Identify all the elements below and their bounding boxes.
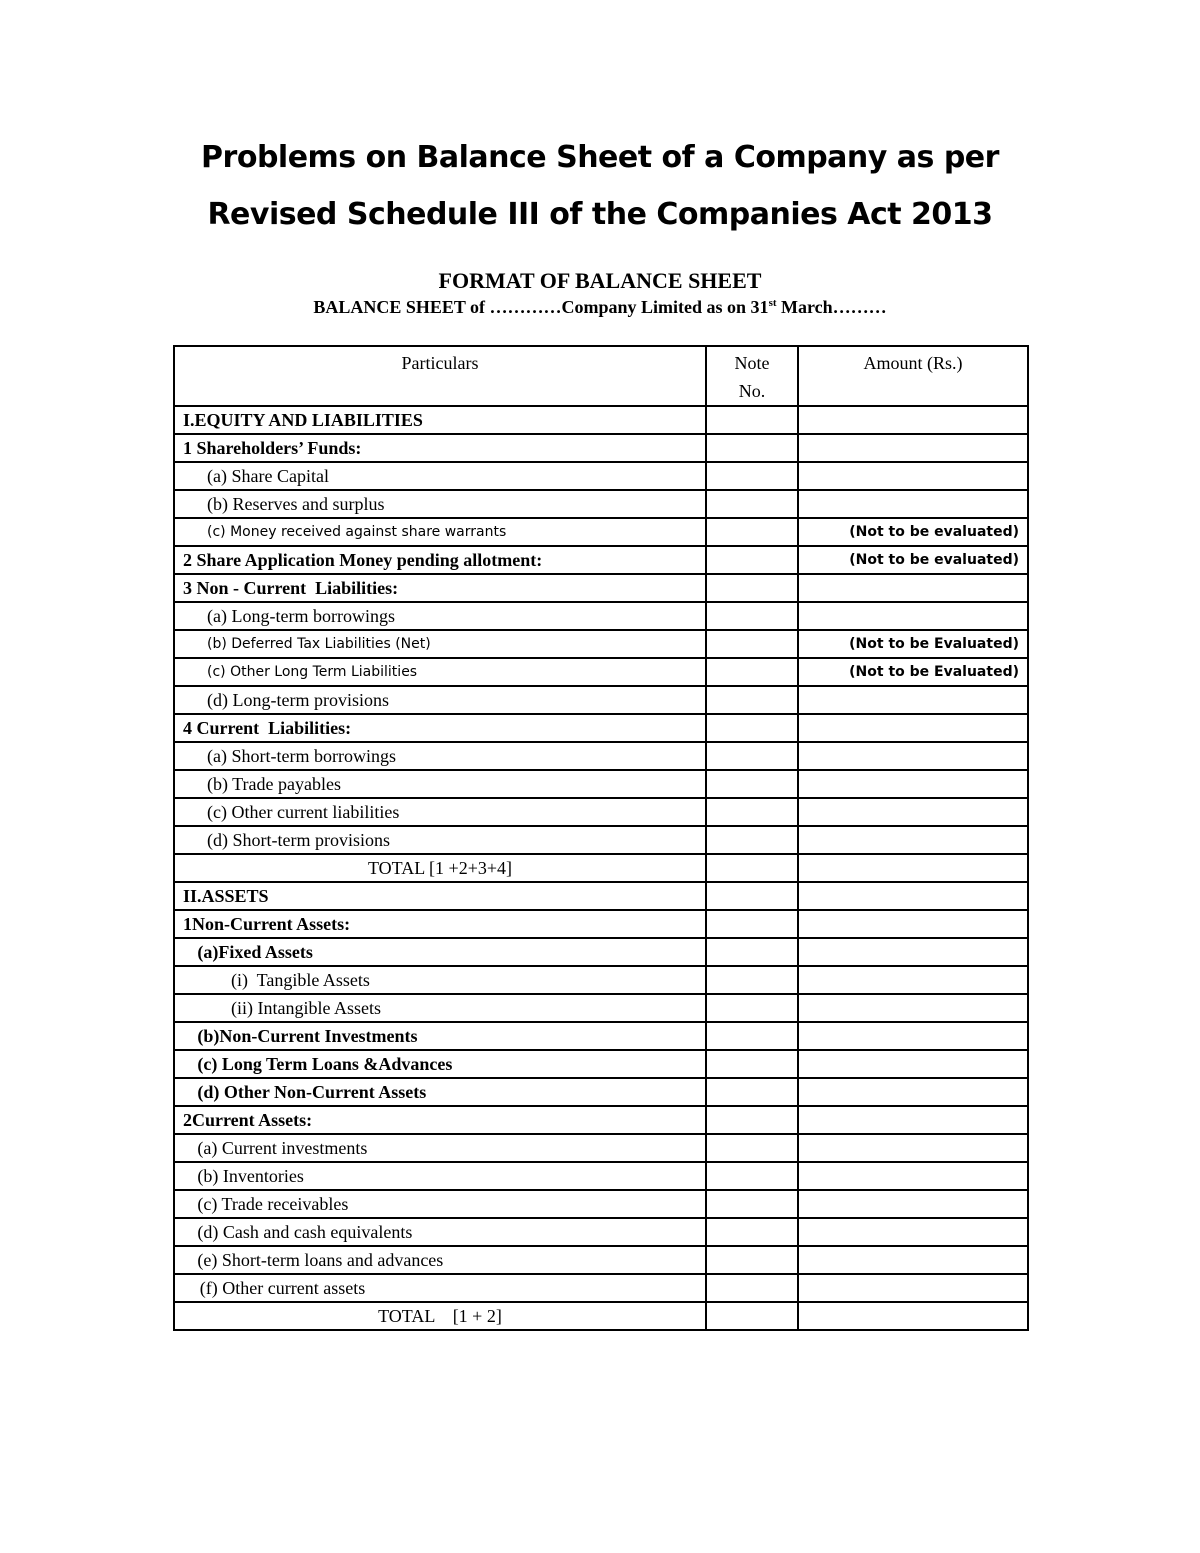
particulars-cell: 1Non-Current Assets: — [174, 910, 706, 938]
table-row — [174, 798, 1028, 826]
amount-cell — [798, 742, 1028, 770]
table-row — [174, 1022, 1028, 1050]
table-header-row — [174, 346, 1028, 406]
particulars-cell: (e) Short-term loans and advances — [174, 1246, 706, 1274]
note-no-cell — [706, 938, 798, 966]
amount-cell — [798, 798, 1028, 826]
table-row — [174, 1302, 1028, 1330]
amount-cell — [798, 1302, 1028, 1330]
particulars-cell: (c) Trade receivables — [174, 1190, 706, 1218]
note-no-cell — [706, 434, 798, 462]
page-title-line1: Problems on Balance Sheet of a Company as per — [201, 140, 999, 175]
page-title-line2: Revised Schedule III of the Companies Act 2013 — [207, 197, 993, 232]
note-no-cell — [706, 686, 798, 714]
table-row — [174, 1106, 1028, 1134]
amount-cell: (Not to be Evaluated) — [798, 658, 1028, 686]
particulars-cell: (c) Money received against share warrants — [174, 518, 706, 546]
note-no-cell — [706, 1302, 798, 1330]
particulars-cell: (a) Long-term borrowings — [174, 602, 706, 630]
particulars-cell: (f) Other current assets — [174, 1274, 706, 1302]
amount-cell — [798, 434, 1028, 462]
amount-cell — [798, 602, 1028, 630]
particulars-cell: (b) Inventories — [174, 1162, 706, 1190]
particulars-cell: (a) Share Capital — [174, 462, 706, 490]
particulars-cell: (c) Other current liabilities — [174, 798, 706, 826]
amount-cell — [798, 714, 1028, 742]
table-row — [174, 434, 1028, 462]
particulars-cell: TOTAL [1 + 2] — [174, 1302, 706, 1330]
particulars-cell: (c) Long Term Loans &Advances — [174, 1050, 706, 1078]
table-row — [174, 1050, 1028, 1078]
table-row — [174, 406, 1028, 434]
particulars-cell: TOTAL [1 +2+3+4] — [174, 854, 706, 882]
amount-cell — [798, 826, 1028, 854]
table-row — [174, 994, 1028, 1022]
particulars-cell: (d) Long-term provisions — [174, 686, 706, 714]
particulars-cell: (a)Fixed Assets — [174, 938, 706, 966]
note-no-cell — [706, 714, 798, 742]
note-no-cell — [706, 1162, 798, 1190]
note-no-cell — [706, 602, 798, 630]
amount-cell — [798, 994, 1028, 1022]
particulars-cell: 2 Share Application Money pending allotment: — [174, 546, 706, 574]
note-no-cell — [706, 1246, 798, 1274]
particulars-cell: (a) Current investments — [174, 1134, 706, 1162]
header-note-line2: No. — [738, 381, 766, 401]
amount-cell — [798, 686, 1028, 714]
table-row — [174, 1078, 1028, 1106]
header-note-line1: Note — [734, 353, 770, 373]
amount-cell: (Not to be Evaluated) — [798, 630, 1028, 658]
amount-cell — [798, 882, 1028, 910]
note-no-cell — [706, 910, 798, 938]
note-no-cell — [706, 798, 798, 826]
table-row — [174, 882, 1028, 910]
format-title: FORMAT OF BALANCE SHEET — [438, 268, 762, 293]
amount-cell — [798, 966, 1028, 994]
amount-cell: (Not to be evaluated) — [798, 546, 1028, 574]
table-row — [174, 1162, 1028, 1190]
note-no-cell — [706, 770, 798, 798]
particulars-cell: (b) Trade payables — [174, 770, 706, 798]
header-amount: Amount (Rs.) — [798, 346, 1028, 406]
amount-cell — [798, 1218, 1028, 1246]
note-no-cell — [706, 462, 798, 490]
table-row — [174, 938, 1028, 966]
particulars-cell: 4 Current Liabilities: — [174, 714, 706, 742]
note-no-cell — [706, 1078, 798, 1106]
table-row — [174, 1134, 1028, 1162]
amount-cell — [798, 462, 1028, 490]
particulars-cell: (d) Cash and cash equivalents — [174, 1218, 706, 1246]
table-row — [174, 910, 1028, 938]
amount-cell — [798, 1134, 1028, 1162]
table-row — [174, 518, 1028, 546]
table-row — [174, 742, 1028, 770]
table-row — [174, 826, 1028, 854]
note-no-cell — [706, 854, 798, 882]
table-row — [174, 1190, 1028, 1218]
particulars-cell: (c) Other Long Term Liabilities — [174, 658, 706, 686]
amount-cell — [798, 1162, 1028, 1190]
particulars-cell: 3 Non - Current Liabilities: — [174, 574, 706, 602]
note-no-cell — [706, 1134, 798, 1162]
table-row — [174, 686, 1028, 714]
note-no-cell — [706, 406, 798, 434]
amount-cell — [798, 406, 1028, 434]
amount-cell — [798, 1274, 1028, 1302]
amount-cell — [798, 1106, 1028, 1134]
particulars-cell: (ii) Intangible Assets — [174, 994, 706, 1022]
table-row — [174, 462, 1028, 490]
amount-cell — [798, 1078, 1028, 1106]
table-row — [174, 1274, 1028, 1302]
subtitle-month: March……… — [776, 297, 887, 317]
particulars-cell: (i) Tangible Assets — [174, 966, 706, 994]
amount-cell — [798, 770, 1028, 798]
header-note-no — [706, 346, 798, 406]
note-no-cell — [706, 1106, 798, 1134]
particulars-cell: (d) Other Non-Current Assets — [174, 1078, 706, 1106]
note-no-cell — [706, 574, 798, 602]
table-row — [174, 966, 1028, 994]
subtitle-superscript: st — [768, 297, 777, 309]
table-row — [174, 602, 1028, 630]
particulars-cell: (a) Short-term borrowings — [174, 742, 706, 770]
note-no-cell — [706, 1022, 798, 1050]
balance-sheet-table — [173, 345, 1029, 1331]
particulars-cell: 2Current Assets: — [174, 1106, 706, 1134]
header-particulars: Particulars — [174, 346, 706, 406]
particulars-cell: (d) Short-term provisions — [174, 826, 706, 854]
note-no-cell — [706, 1050, 798, 1078]
note-no-cell — [706, 630, 798, 658]
format-subtitle — [0, 297, 1200, 318]
note-no-cell — [706, 1218, 798, 1246]
note-no-cell — [706, 966, 798, 994]
amount-cell — [798, 854, 1028, 882]
table-row — [174, 1218, 1028, 1246]
note-no-cell — [706, 546, 798, 574]
table-row — [174, 546, 1028, 574]
note-no-cell — [706, 882, 798, 910]
subtitle-text: BALANCE SHEET of …………Company Limited as on 31 — [313, 297, 769, 317]
note-no-cell — [706, 826, 798, 854]
note-no-cell — [706, 518, 798, 546]
table-row — [174, 714, 1028, 742]
table-row — [174, 630, 1028, 658]
amount-cell — [798, 1050, 1028, 1078]
particulars-cell: II.ASSETS — [174, 882, 706, 910]
note-no-cell — [706, 1274, 798, 1302]
amount-cell — [798, 574, 1028, 602]
amount-cell: (Not to be evaluated) — [798, 518, 1028, 546]
particulars-cell: (b)Non-Current Investments — [174, 1022, 706, 1050]
table-row — [174, 574, 1028, 602]
amount-cell — [798, 1190, 1028, 1218]
amount-cell — [798, 1246, 1028, 1274]
note-no-cell — [706, 994, 798, 1022]
note-no-cell — [706, 658, 798, 686]
particulars-cell: (b) Reserves and surplus — [174, 490, 706, 518]
amount-cell — [798, 1022, 1028, 1050]
particulars-cell: I.EQUITY AND LIABILITIES — [174, 406, 706, 434]
note-no-cell — [706, 1190, 798, 1218]
table-row — [174, 854, 1028, 882]
table-row — [174, 490, 1028, 518]
table-row — [174, 1246, 1028, 1274]
note-no-cell — [706, 490, 798, 518]
amount-cell — [798, 490, 1028, 518]
particulars-cell: 1 Shareholders’ Funds: — [174, 434, 706, 462]
amount-cell — [798, 910, 1028, 938]
table-row — [174, 770, 1028, 798]
amount-cell — [798, 938, 1028, 966]
note-no-cell — [706, 742, 798, 770]
particulars-cell: (b) Deferred Tax Liabilities (Net) — [174, 630, 706, 658]
table-row — [174, 658, 1028, 686]
